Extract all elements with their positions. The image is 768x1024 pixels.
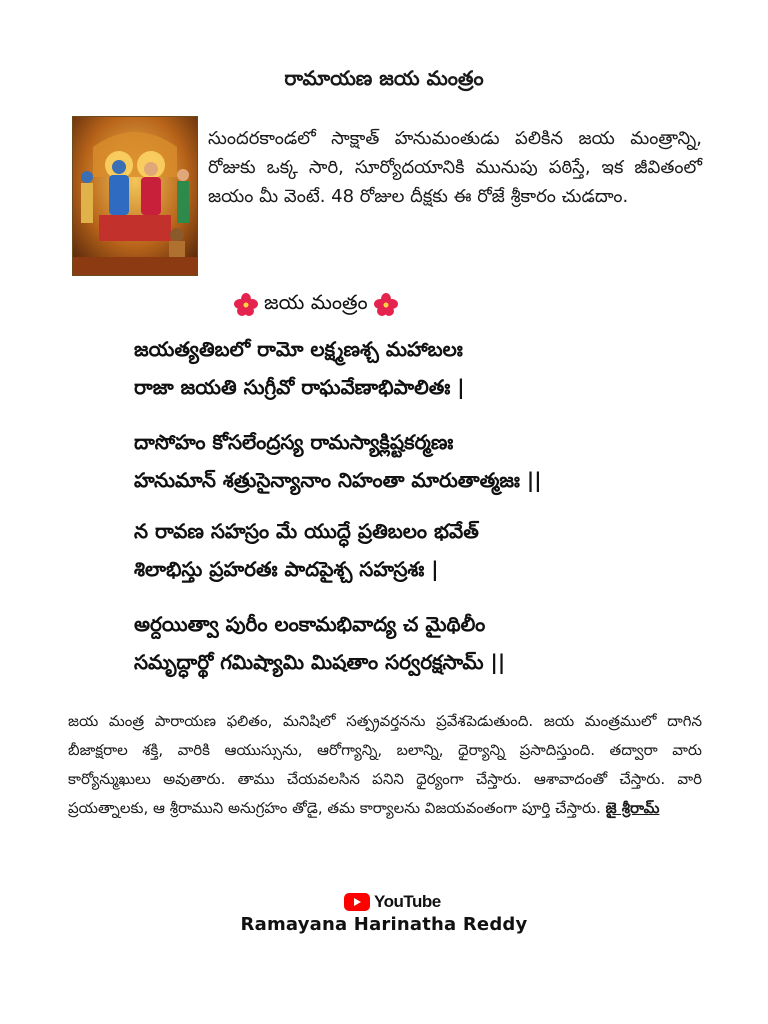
rama-pattabhishekam-image <box>72 116 198 276</box>
youtube-label: YouTube <box>374 892 441 911</box>
verse-line: అర్దయిత్వా పురీం లంకామభివాద్య చ మైథిలీం <box>134 612 486 636</box>
verse-2 <box>134 423 714 499</box>
verse-line: జయత్యతిబలో రామో లక్ష్మణశ్చ మహాబలః <box>134 337 463 361</box>
verse-line: న రావణ సహస్రం మే యుద్ధే ప్రతిబలం భవేత్ <box>134 519 479 543</box>
mantra-heading-label: జయ మంత్రం <box>264 290 368 314</box>
page-title: రామాయణ జయ మంత్రం <box>284 66 484 90</box>
verse-line: దాసోహం కోసలేంద్రస్య రామస్యాక్లిష్టకర్మణః <box>134 430 454 454</box>
verse-line: రాజా జయతి సుగ్రీవో రాఘవేణాభిపాలితః | <box>134 375 465 399</box>
verse-4 <box>134 605 714 681</box>
verse-line: శిలాభిస్తు ప్రహరతః పాదపైశ్చ సహస్రశః | <box>134 557 439 581</box>
hibiscus-flower-icon <box>374 293 398 317</box>
hibiscus-flower-icon <box>234 293 258 317</box>
intro-paragraph: సుందరకాండలో సాక్షాత్ హనుమంతుడు పలికిన జయ మంత్రాన్ని, రోజుకు ఒక్క సారి, సూర్యోదయానికి మునుపు పఠిస్తే, ఇక జీవితంలో జయం మీ వెంటే. 48 రోజుల దీక్షకు ఈ రోజే శ్రీకారం చుడదాం. <box>208 128 702 207</box>
verse-3 <box>134 512 714 588</box>
youtube-play-icon <box>344 893 370 911</box>
channel-name: Ramayana Harinatha Reddy <box>240 914 528 935</box>
jai-sriram-text: జై శ్రీరామ్ <box>605 799 660 817</box>
verse-line: సమృద్ధార్థో గమిష్యామి మిషతాం సర్వరక్షసామ్ || <box>134 650 506 674</box>
verse-1 <box>134 330 714 406</box>
deity-painting <box>73 117 197 275</box>
benefits-text: జయ మంత్ర పారాయణ ఫలితం, మనిషిలో సత్ప్రవర్తనను ప్రవేశపెడుతుంది. జయ మంత్రములో దాగిన బీజాక్షరాల శక్తి, వారికి ఆయుస్సును, ఆరోగ్యాన్ని, బలాన్ని, ధైర్యాన్ని ప్రసాదిస్తుంది. తద్వారా వారు కార్యోన్ముఖులు అవుతారు. తాము చేయవలసిన పనిని ధైర్యంగా చేస్తారు. ఆశావాదంతో చేస్తారు. వారి ప్రయత్నాలకు, ఆ శ్రీరాముని అనుగ్రహం తోడై, తమ కార్యాలను విజయవంతంగా పూర్తి చేస్తారు. <box>68 712 702 817</box>
benefits-paragraph <box>68 707 702 823</box>
verse-line: హనుమాన్ శత్రుసైన్యానాం నిహంతా మారుతాత్మజః || <box>134 468 542 492</box>
youtube-logo <box>344 892 441 912</box>
mantra-heading <box>234 290 444 319</box>
